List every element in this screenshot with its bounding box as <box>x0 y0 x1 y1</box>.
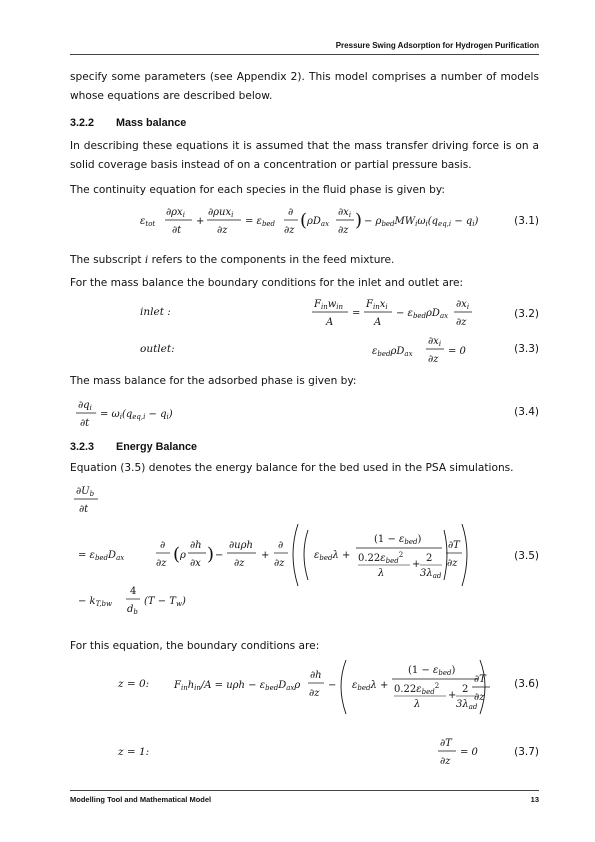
svg-text:∂h: ∂h <box>310 670 322 681</box>
equation-number-3-6: (3.6) <box>514 678 539 690</box>
equation-3-6-dTdz <box>472 670 496 706</box>
svg-text:∂z: ∂z <box>234 558 245 569</box>
svg-text:∂T: ∂T <box>474 674 486 685</box>
paragraph-energy-boundary: For this equation, the boundary conditions are: <box>70 640 320 652</box>
svg-text:∂xi: $\partial x_i$ <box>456 299 470 311</box>
section-title: Energy Balance <box>116 441 198 453</box>
svg-text:∂z: ∂z <box>456 317 467 328</box>
svg-text:∂z: ∂z <box>447 558 458 569</box>
svg-text:∂: ∂ <box>160 540 166 551</box>
svg-text:+: + <box>261 550 270 561</box>
svg-text:A: A <box>326 317 334 328</box>
svg-text:− ρbedMWiωi(qeq,i − qi): − $\rho_{bed}MW_i\omega_i(q_{eq,i} - q_i)$ <box>364 216 479 228</box>
svg-text:3λad: $3\lambda_{ad}$ <box>456 699 478 711</box>
svg-text:λ: λ <box>414 699 421 710</box>
equation-3-2 <box>312 293 482 333</box>
svg-text:∂T: ∂T <box>448 540 460 551</box>
equation-number-3-1: (3.1) <box>514 215 539 227</box>
z0-label: z = 0: <box>118 678 150 690</box>
svg-text:∂ρxi: $\partial\rho x_i$ <box>166 207 185 219</box>
section-heading-energy-balance <box>70 441 197 453</box>
svg-text:∂h: ∂h <box>190 540 202 551</box>
svg-text:(1 − εbed): $(1 - \varepsilon_{bed})$ <box>374 534 422 546</box>
svg-text:+: + <box>196 216 205 227</box>
svg-text:0.22εbed2: $0.22\varepsilon_{bed}^2$ <box>394 682 440 696</box>
svg-text:∂Ub: $\partial U_b$ <box>76 486 95 498</box>
svg-text:∂z: ∂z <box>284 225 295 236</box>
svg-text:∂z: ∂z <box>156 558 167 569</box>
svg-text:∂t: ∂t <box>79 504 89 515</box>
section-number: 3.2.3 <box>70 441 95 453</box>
svg-text:ρ: ρ <box>180 550 186 561</box>
svg-text:∂xi: $\partial x_i$ <box>338 207 352 219</box>
subscript-text-pre: The subscript <box>70 254 145 266</box>
svg-text:db: $d_b$ <box>127 604 138 616</box>
svg-text:=: = <box>352 308 361 319</box>
svg-text:∂ρuxi: ∂ρux$_i$ <box>208 207 234 219</box>
paragraph-energy-intro: Equation (3.5) denotes the energy balance for the bed used in the PSA simulations. <box>70 462 514 474</box>
paragraph-assumption: In describing these equations it is assumed that the mass transfer driving force is on a solid coverage basis instead of on a concentration or partial pressure basis. <box>70 140 539 171</box>
svg-text:∂z: ∂z <box>217 225 228 236</box>
svg-text:∂: ∂ <box>288 207 294 218</box>
svg-text:2: 2 <box>426 553 433 564</box>
svg-text:∂z: ∂z <box>428 354 439 365</box>
svg-text:∂uρh: ∂uρh <box>229 540 253 551</box>
svg-text:∂z: ∂z <box>338 225 349 236</box>
svg-text:= 0: = 0 <box>460 747 478 758</box>
equation-number-3-7: (3.7) <box>514 746 539 758</box>
svg-text:− kT,bw: − $k_{T,bw}$ <box>78 596 112 608</box>
svg-text:εbedρDax: $\varepsilon_{bed}\rho D_{ax}$ <box>372 346 413 358</box>
paragraph-continuity: The continuity equation for each species in the fluid phase is given by: <box>70 184 445 196</box>
svg-text:εbedλ +: $\varepsilon_{bed}\lambda$ + <box>352 680 389 692</box>
header-rule <box>70 54 539 55</box>
page-number: 13 <box>530 795 539 804</box>
equation-3-4 <box>76 395 216 433</box>
svg-text:∂z: ∂z <box>309 688 320 699</box>
svg-text:+: + <box>412 559 421 570</box>
svg-text:∂qi: $\partial q_i$ <box>78 400 92 412</box>
svg-text:ρDax: $\rho D_{ax}$ <box>307 216 330 228</box>
svg-text:∂t: ∂t <box>172 225 182 236</box>
subscript-variable: i <box>144 254 149 266</box>
svg-text:+: + <box>448 690 457 701</box>
paragraph-subscript <box>70 251 539 270</box>
svg-text:∂: ∂ <box>278 540 284 551</box>
svg-text:3λad: $3\lambda_{ad}$ <box>420 568 442 580</box>
svg-text:∂xi: $\partial x_i$ <box>428 336 442 348</box>
equation-3-6 <box>174 654 494 716</box>
paragraph-boundary-mass: For the mass balance the boundary conditions for the inlet and outlet are: <box>70 277 464 289</box>
equation-number-3-4: (3.4) <box>514 406 539 418</box>
svg-text:∂T: ∂T <box>440 738 452 749</box>
svg-text:= ωi(qeq,i − qi): = $\omega_i(q_{eq,i} - q_i)$ <box>100 409 173 421</box>
svg-text:(1 − εbed): $(1 - \varepsilon_{bed})$ <box>408 665 456 677</box>
svg-text:− εbedρDax: − $\varepsilon_{bed}\rho D_{ax}$ <box>396 308 449 320</box>
svg-text:A: A <box>374 317 382 328</box>
section-heading-mass-balance <box>70 117 186 129</box>
svg-text:= 0: = 0 <box>448 346 466 357</box>
equation-number-3-2: (3.2) <box>514 308 539 320</box>
equation-3-3 <box>372 330 482 370</box>
paragraph-adsorbed: The mass balance for the adsorbed phase is given by: <box>70 375 357 387</box>
svg-text:Finxi: $F_{in}x_i$ <box>366 299 388 311</box>
svg-text:∂z: ∂z <box>440 756 451 767</box>
svg-text:2: 2 <box>462 684 469 695</box>
svg-text:= εbed: = $\varepsilon_{bed}$ <box>245 216 276 228</box>
equation-number-3-3: (3.3) <box>514 343 539 355</box>
svg-text:= εbedDax: = $\varepsilon_{bed}D_{ax}$ <box>78 550 125 562</box>
svg-text:λ: λ <box>378 568 385 579</box>
svg-text:0.22εbed2: $0.22\varepsilon_{bed}^2$ <box>358 551 404 565</box>
svg-text:εbedλ +: $\varepsilon_{bed}\lambda$ + <box>314 550 351 562</box>
svg-text:): ) <box>355 210 363 231</box>
svg-text:Finwin: $F_{in}w_{in}$ <box>314 299 344 311</box>
subscript-text-post: refers to the components in the feed mixture. <box>148 254 395 266</box>
svg-text:Finhin/A = uρh − εbedDaxρ: $F_{in}h_{in}/A = u\rho h - \varepsilon_{bed}D_{ax}\rho$ <box>174 680 301 692</box>
svg-text:∂x: ∂x <box>190 558 201 569</box>
svg-text:): ) <box>207 544 215 565</box>
svg-text:(: ( <box>173 544 181 565</box>
equation-3-1 <box>140 200 479 240</box>
outlet-label: outlet: <box>140 343 175 355</box>
paragraph-intro: specify some parameters (see Appendix 2). This model comprises a number of models whose equations are described below. <box>70 71 539 102</box>
svg-text:εtot: $\varepsilon_{tot}$ <box>140 216 156 228</box>
equation-number-3-5: (3.5) <box>514 550 539 562</box>
svg-text:(: ( <box>300 210 308 231</box>
svg-text:∂t: ∂t <box>80 418 90 429</box>
section-title: Mass balance <box>116 117 187 129</box>
svg-text:−: − <box>215 550 224 561</box>
inlet-label: inlet : <box>140 306 171 318</box>
equation-3-5 <box>70 482 470 622</box>
svg-text:−: − <box>328 680 337 691</box>
section-number: 3.2.2 <box>70 117 95 129</box>
svg-text:∂z: ∂z <box>274 558 285 569</box>
z1-label: z = 1: <box>118 746 150 758</box>
footer-rule <box>70 790 539 791</box>
running-header: Pressure Swing Adsorption for Hydrogen Purification <box>335 41 539 50</box>
svg-text:4: 4 <box>130 586 137 597</box>
svg-text:(T − Tw): $(T - T_w)$ <box>144 596 186 608</box>
equation-3-7 <box>438 734 488 772</box>
footer-chapter: Modelling Tool and Mathematical Model <box>70 795 212 804</box>
svg-text:∂z: ∂z <box>474 692 485 703</box>
